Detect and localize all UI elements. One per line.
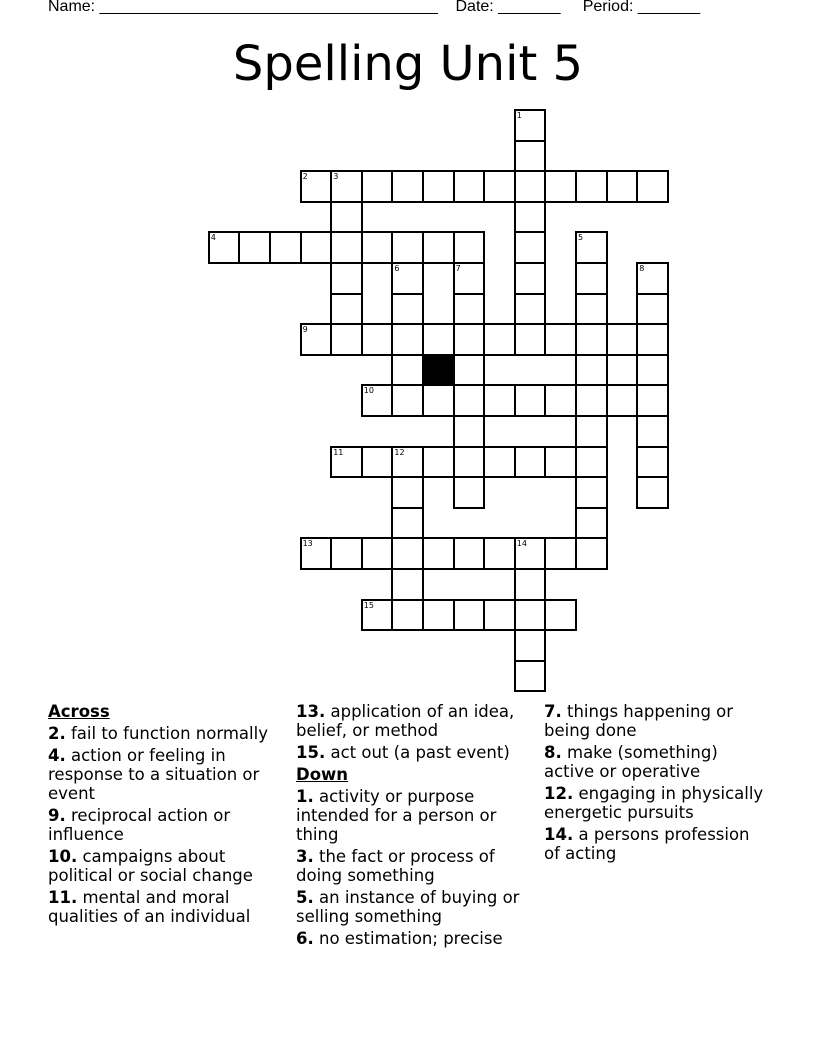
crossword-cell[interactable] — [453, 415, 486, 448]
crossword-cell[interactable] — [606, 323, 639, 356]
crossword-cell[interactable] — [238, 231, 271, 264]
across-clue — [48, 847, 272, 885]
crossword-cell[interactable] — [606, 384, 639, 417]
crossword-cell[interactable] — [636, 476, 669, 509]
crossword-cell[interactable] — [300, 231, 333, 264]
clue-number: 10. — [48, 847, 78, 866]
crossword-cell[interactable] — [514, 629, 547, 662]
crossword-cell[interactable] — [544, 446, 577, 479]
crossword-cell[interactable] — [453, 262, 486, 295]
date-field[interactable]: Date: _______ — [455, 0, 561, 15]
across-clue — [48, 806, 272, 844]
clue-number: 8. — [544, 743, 562, 762]
crossword-cell[interactable] — [361, 231, 394, 264]
crossword-cell[interactable] — [544, 323, 577, 356]
crossword-cell[interactable] — [514, 537, 547, 570]
crossword-cell[interactable] — [391, 262, 424, 295]
clue-text: an instance of buying or selling something — [296, 888, 520, 926]
clue-number-label: 15 — [363, 600, 374, 610]
crossword-cell[interactable] — [483, 537, 516, 570]
crossword-cell[interactable] — [483, 323, 516, 356]
crossword-cell[interactable] — [453, 446, 486, 479]
crossword-cell[interactable] — [514, 568, 547, 601]
crossword-cell[interactable] — [361, 384, 394, 417]
clue-number: 4. — [48, 746, 66, 765]
clue-number: 14. — [544, 825, 574, 844]
crossword-cell[interactable] — [483, 384, 516, 417]
crossword-cell[interactable] — [391, 384, 424, 417]
crossword-cell[interactable] — [330, 293, 363, 326]
crossword-cell[interactable] — [361, 170, 394, 203]
clue-number-label: 3 — [333, 172, 339, 182]
clue-number-label: 7 — [455, 264, 461, 273]
clue-section-heading: Across — [48, 702, 110, 721]
crossword-cell[interactable] — [575, 170, 608, 203]
crossword-cell[interactable] — [453, 170, 486, 203]
crossword-cell[interactable] — [575, 231, 608, 264]
crossword-cell[interactable] — [422, 446, 455, 479]
crossword-cell[interactable] — [330, 537, 363, 570]
crossword-cell[interactable] — [483, 446, 516, 479]
crossword-cell[interactable] — [575, 323, 608, 356]
crossword-cell[interactable] — [453, 476, 486, 509]
clue-text: things happening or being done — [544, 702, 734, 740]
crossword-cell[interactable] — [514, 262, 547, 295]
crossword-cell[interactable] — [391, 599, 424, 632]
crossword-cell[interactable] — [636, 446, 669, 479]
crossword-cell[interactable] — [422, 231, 455, 264]
period-field[interactable]: Period: _______ — [582, 0, 701, 15]
crossword-cell[interactable] — [636, 323, 669, 356]
crossword-cell[interactable] — [636, 170, 669, 203]
crossword-cell[interactable] — [330, 231, 363, 264]
clue-number-label: 9 — [302, 325, 308, 335]
crossword-cell[interactable] — [453, 354, 486, 387]
across-clue — [48, 888, 272, 926]
down-clue — [296, 929, 520, 948]
clue-text: action or feeling in response to a situation or event — [48, 746, 260, 803]
crossword-cell[interactable] — [391, 231, 424, 264]
across-clue — [296, 743, 520, 762]
crossword-cell[interactable] — [514, 384, 547, 417]
crossword-cell[interactable] — [514, 140, 547, 173]
clue-text: application of an idea, belief, or method — [296, 702, 515, 740]
crossword-cell[interactable] — [514, 201, 547, 234]
down-clue — [296, 847, 520, 885]
crossword-cell[interactable] — [391, 537, 424, 570]
crossword-cell[interactable] — [636, 262, 669, 295]
crossword-cell[interactable] — [391, 446, 424, 479]
crossword-cell[interactable] — [300, 170, 333, 203]
crossword-cell[interactable] — [636, 384, 669, 417]
crossword-cell[interactable] — [422, 384, 455, 417]
clue-number-label: 13 — [302, 539, 313, 549]
crossword-cell[interactable] — [453, 384, 486, 417]
crossword-cell[interactable] — [575, 537, 608, 570]
crossword-cell[interactable] — [544, 384, 577, 417]
crossword-cell[interactable] — [330, 323, 363, 356]
crossword-cell[interactable] — [544, 537, 577, 570]
clue-number-label: 1 — [516, 111, 522, 120]
clue-text: reciprocal action or influence — [48, 806, 231, 844]
crossword-cell[interactable] — [636, 354, 669, 387]
crossword-cell[interactable] — [453, 231, 486, 264]
crossword-cell[interactable] — [453, 599, 486, 632]
crossword-cell[interactable] — [483, 599, 516, 632]
crossword-cell[interactable] — [422, 537, 455, 570]
crossword-cell[interactable] — [453, 537, 486, 570]
crossword-cell[interactable] — [391, 170, 424, 203]
clue-number: 6. — [296, 929, 314, 948]
clue-text: act out (a past event) — [330, 743, 510, 762]
clue-number: 3. — [296, 847, 314, 866]
across-clue — [48, 746, 272, 803]
across-clue — [296, 702, 520, 740]
crossword-cell[interactable] — [422, 170, 455, 203]
clue-number: 1. — [296, 787, 314, 806]
crossword-cell[interactable] — [330, 262, 363, 295]
down-clue — [544, 784, 768, 822]
clue-number-label: 2 — [302, 172, 308, 182]
down-clue — [296, 888, 520, 926]
crossword-cell[interactable] — [514, 231, 547, 264]
crossword-cell[interactable] — [300, 323, 333, 356]
crossword-cell[interactable] — [636, 415, 669, 448]
crossword-cell[interactable] — [391, 293, 424, 326]
clue-text: activity or purpose intended for a person or thing — [296, 787, 497, 844]
crossword-cell[interactable] — [361, 446, 394, 479]
clue-number: 11. — [48, 888, 78, 907]
crossword-cell[interactable] — [514, 660, 547, 693]
clue-text: no estimation; precise — [319, 929, 503, 948]
crossword-cell[interactable] — [361, 599, 394, 632]
crossword-cell[interactable] — [330, 170, 363, 203]
clue-number-label: 4 — [210, 233, 216, 243]
clue-number-label: 8 — [639, 264, 645, 273]
clue-text: make (something) active or operative — [544, 743, 718, 781]
clue-number: 15. — [296, 743, 326, 762]
down-clue — [544, 825, 768, 863]
clue-number: 7. — [544, 702, 562, 721]
crossword-cell[interactable] — [422, 323, 455, 356]
crossword-cell[interactable] — [422, 599, 455, 632]
crossword-cell[interactable] — [575, 384, 608, 417]
clue-number-label: 12 — [394, 447, 405, 457]
crossword-cell[interactable] — [514, 599, 547, 632]
crossword-cell[interactable] — [514, 446, 547, 479]
crossword-cell[interactable] — [514, 293, 547, 326]
page-title: Spelling Unit 5 — [232, 36, 584, 92]
crossword-cell[interactable] — [575, 446, 608, 479]
clue-number: 12. — [544, 784, 574, 803]
crossword-cell[interactable] — [330, 201, 363, 234]
crossword-cell[interactable] — [391, 476, 424, 509]
clue-text: campaigns about political or social change — [48, 847, 253, 885]
down-clue — [296, 787, 520, 844]
clue-number: 9. — [48, 806, 66, 825]
clue-number: 5. — [296, 888, 314, 907]
name-field[interactable]: Name: ______________________________________ — [48, 0, 438, 15]
crossword-cell[interactable] — [606, 170, 639, 203]
crossword-cell[interactable] — [391, 323, 424, 356]
black-square — [422, 354, 455, 387]
crossword-cell[interactable] — [391, 354, 424, 387]
crossword-cell[interactable] — [575, 415, 608, 448]
crossword-cell[interactable] — [208, 231, 241, 264]
crossword-cell[interactable] — [391, 507, 424, 540]
crossword-cell[interactable] — [575, 507, 608, 540]
crossword-cell[interactable] — [575, 354, 608, 387]
crossword-cell[interactable] — [514, 109, 547, 142]
crossword-cell[interactable] — [514, 323, 547, 356]
clue-number: 2. — [48, 724, 66, 743]
clue-text: mental and moral qualities of an individual — [48, 888, 251, 926]
clue-number-label: 14 — [516, 539, 527, 549]
crossword-cell[interactable] — [453, 323, 486, 356]
crossword-cell[interactable] — [361, 323, 394, 356]
clue-number: 13. — [296, 702, 326, 721]
clue-number-label: 10 — [363, 386, 374, 396]
clue-text: the fact or process of doing something — [296, 847, 495, 885]
crossword-cell[interactable] — [330, 446, 363, 479]
clue-text: fail to function normally — [71, 724, 268, 743]
crossword-cell[interactable] — [514, 170, 547, 203]
clue-number-label: 6 — [394, 264, 400, 273]
crossword-cell[interactable] — [544, 599, 577, 632]
down-clue — [544, 743, 768, 781]
clue-number-label: 5 — [578, 233, 584, 243]
crossword-cell[interactable] — [544, 170, 577, 203]
crossword-cell[interactable] — [575, 476, 608, 509]
clue-number-label: 11 — [333, 447, 344, 457]
down-clue — [544, 702, 768, 740]
clue-text: a persons profession of acting — [544, 825, 750, 863]
crossword-cell[interactable] — [483, 170, 516, 203]
crossword-cell[interactable] — [453, 293, 486, 326]
crossword-cell[interactable] — [575, 262, 608, 295]
crossword-cell[interactable] — [391, 568, 424, 601]
across-clue — [48, 724, 272, 743]
crossword-cell[interactable] — [361, 537, 394, 570]
crossword-cell[interactable] — [575, 293, 608, 326]
crossword-cell[interactable] — [300, 537, 333, 570]
clue-text: engaging in physically energetic pursuits — [544, 784, 764, 822]
clue-section-heading: Down — [296, 765, 349, 784]
crossword-cell[interactable] — [636, 293, 669, 326]
crossword-cell[interactable] — [269, 231, 302, 264]
clue-list — [48, 702, 768, 952]
